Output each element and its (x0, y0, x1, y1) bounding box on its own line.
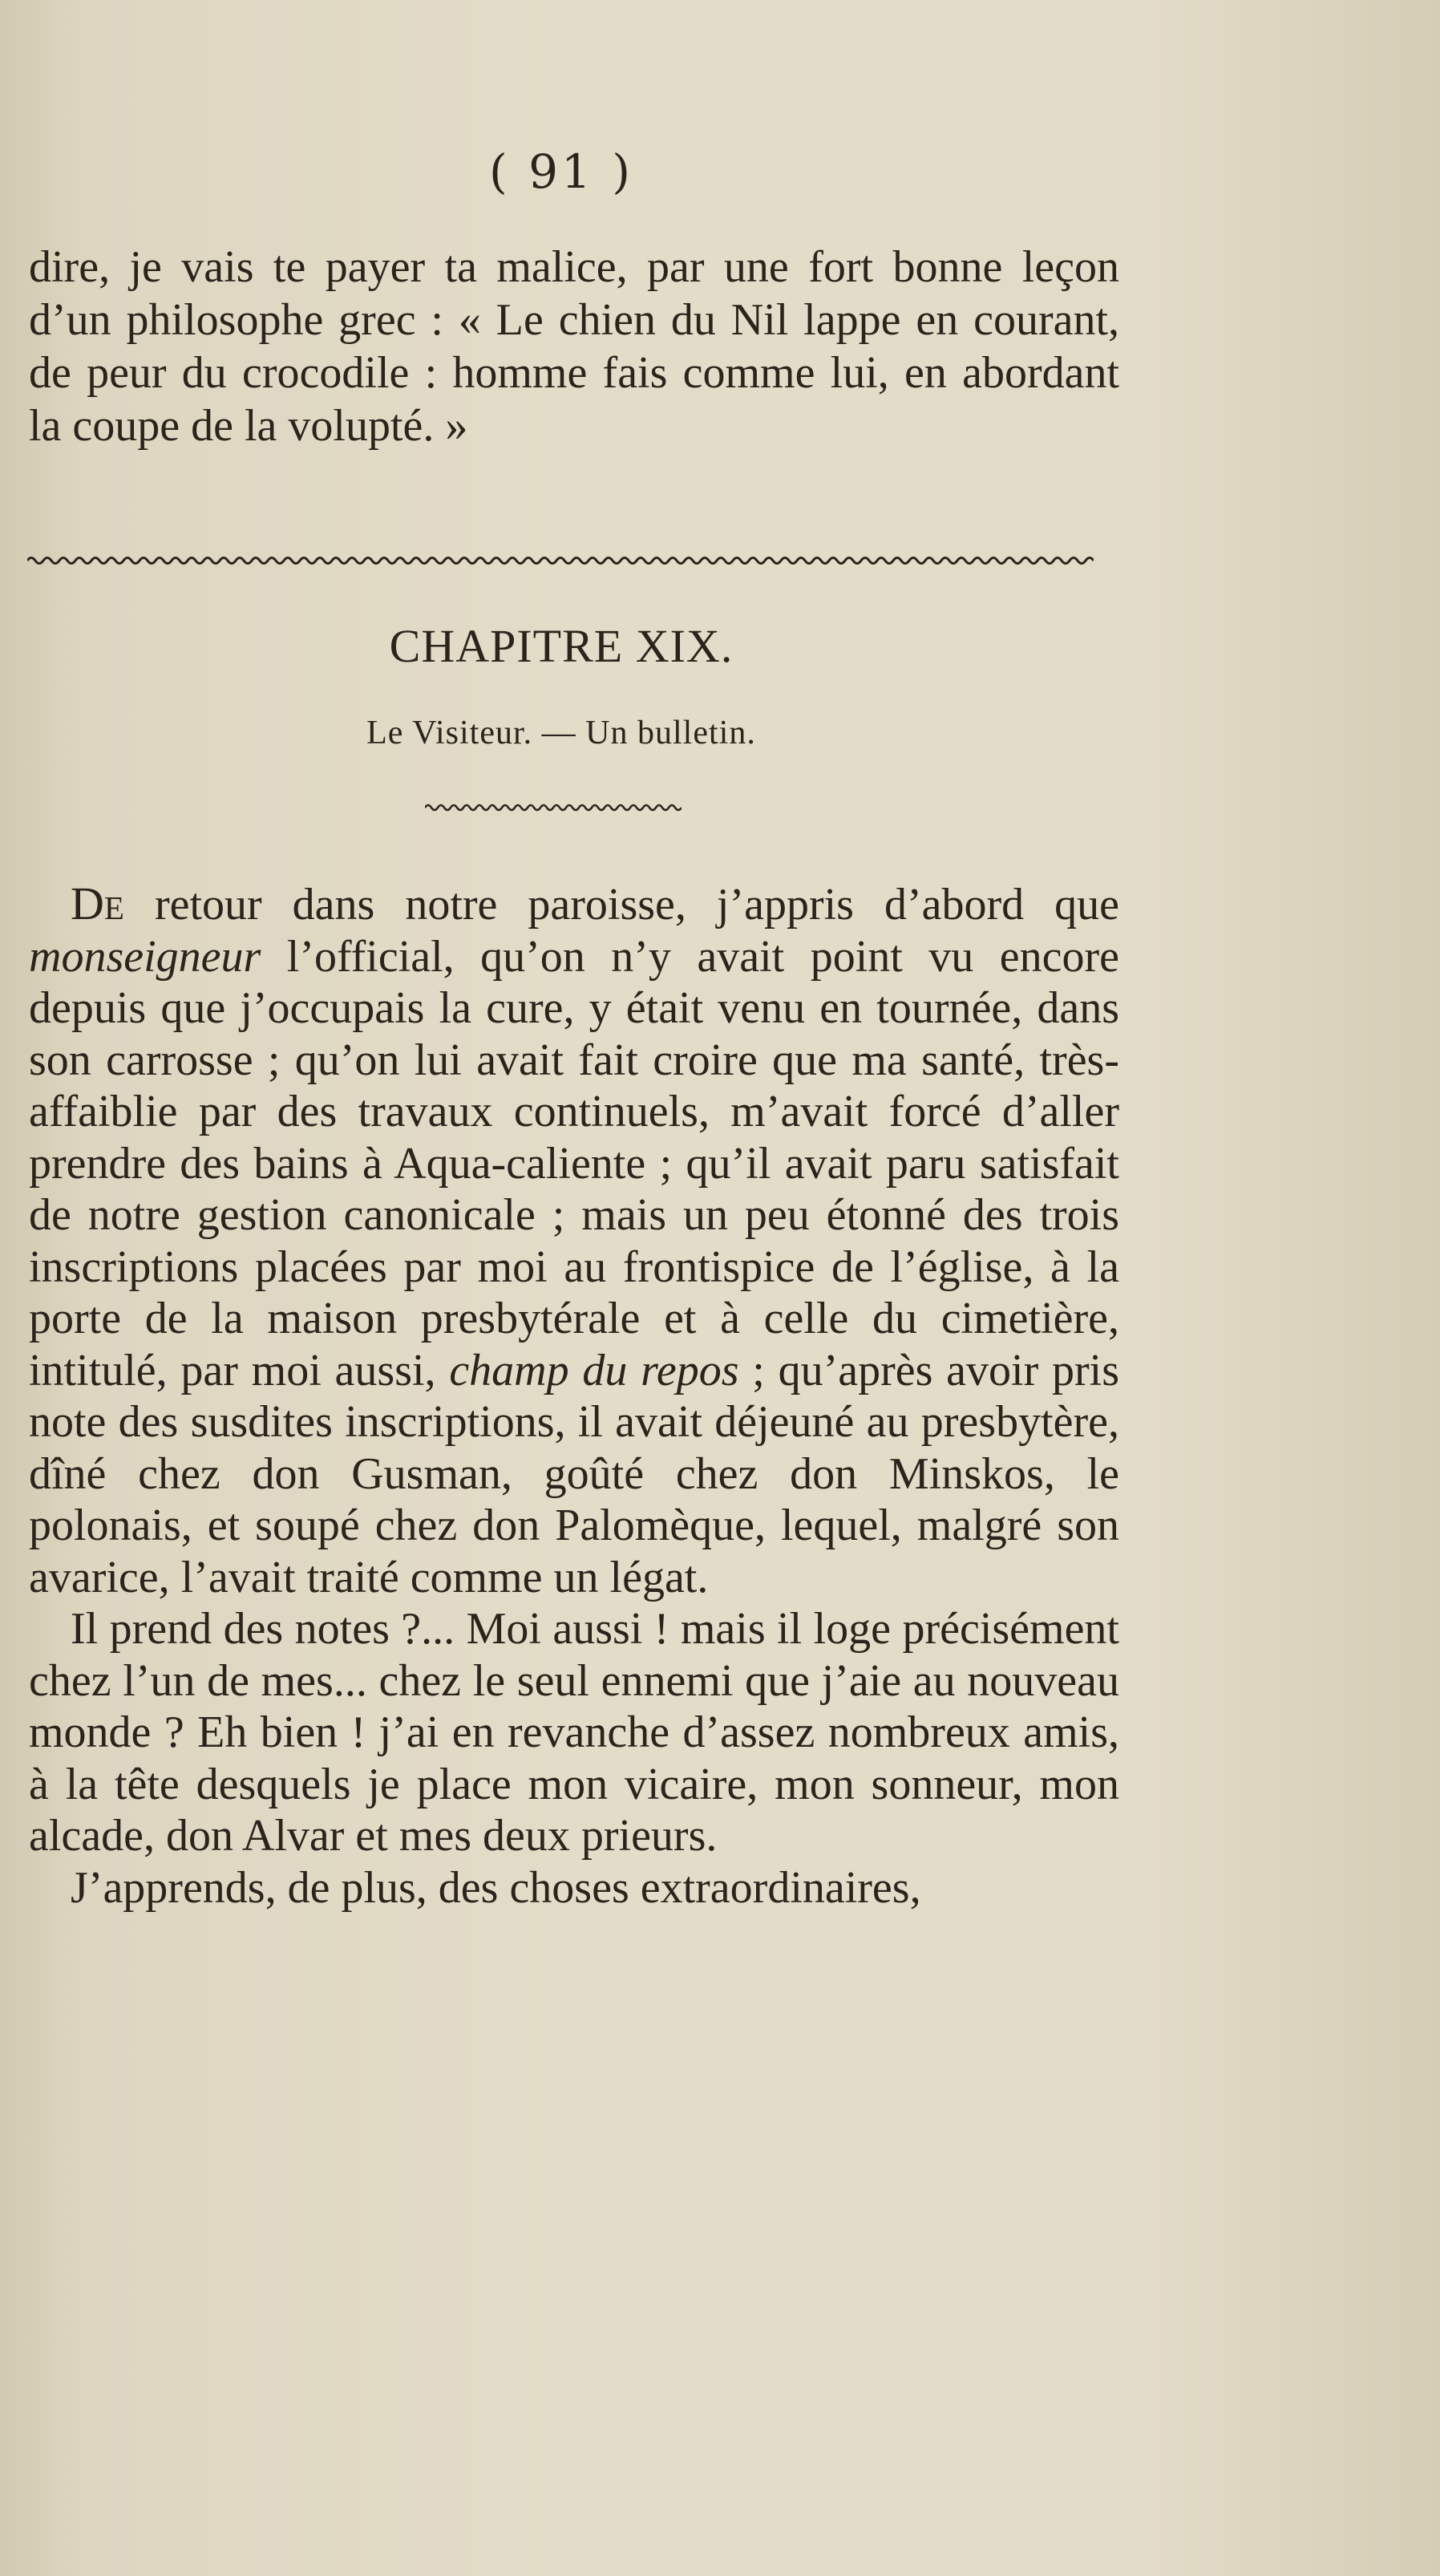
page-number: ( 91 ) (489, 144, 633, 199)
chapter-subtitle: Le Visiteur. — Un bulletin. (366, 715, 756, 751)
para1-italic-a: monseigneur (29, 931, 261, 982)
para1-text-b: l’official, qu’on n’y avait point vu encore depuis que j’occupais la cure, y était venu en tournée, dans son carrosse ; qu’on lui avait fait croire que ma santé, très-affaiblie par des travaux continuels, m’avait forcé d’aller prendre des bains à Aqua-caliente ; qu’il avait paru satisfait de notre gestion canonicale ; mais un peu étonné des trois inscriptions placées par moi au frontispice de l’église, à la porte de la maison presbytérale et à celle du cimetière, intitulé, par moi aussi, (29, 931, 1119, 1395)
body-paragraph-2: Il prend des notes ?... Moi aussi ! mais il loge précisément chez l’un de mes... chez le seul ennemi que j’aie au nouveau monde ? Eh bien ! j’ai en revanche d’assez nombreux amis, à la tête desquels je place mon vicaire, mon sonneur, mon alcade, don Alvar et mes deux prieurs. (29, 1604, 1119, 1861)
top-paragraph-text: dire, je vais te payer ta malice, par une fort bonne leçon d’un philosophe grec : « Le chien du Nil lappe en courant, de peur du crocodile : homme fais comme lui, en abordant la coupe de la volupté. » (29, 242, 1119, 451)
continued-paragraph (29, 241, 1119, 452)
decorative-short-rule (425, 802, 682, 813)
small-caps-opening: De (71, 877, 124, 930)
para1-italic-b: champ du repos (449, 1345, 739, 1395)
body-paragraph-1 (29, 878, 1119, 1603)
chapter-title: CHAPITRE XIX. (389, 620, 734, 672)
para1-text-a: retour dans notre paroisse, j’appris d’abord que (123, 880, 1119, 930)
chapter-body (29, 878, 1119, 1914)
para1-text-c: ; qu’après avoir pris note des susdites inscriptions, il avait déjeuné au presbytère, dîné chez don Gusman, goûté chez don Minskos, le polonais, et soupé chez don Palomèque, lequel, malgré son avarice, l’avait traité comme un légat. (29, 1345, 1119, 1602)
decorative-wavy-rule (27, 553, 1094, 568)
body-paragraph-3: J’apprends, de plus, des choses extraordinaires, (71, 1862, 921, 1913)
